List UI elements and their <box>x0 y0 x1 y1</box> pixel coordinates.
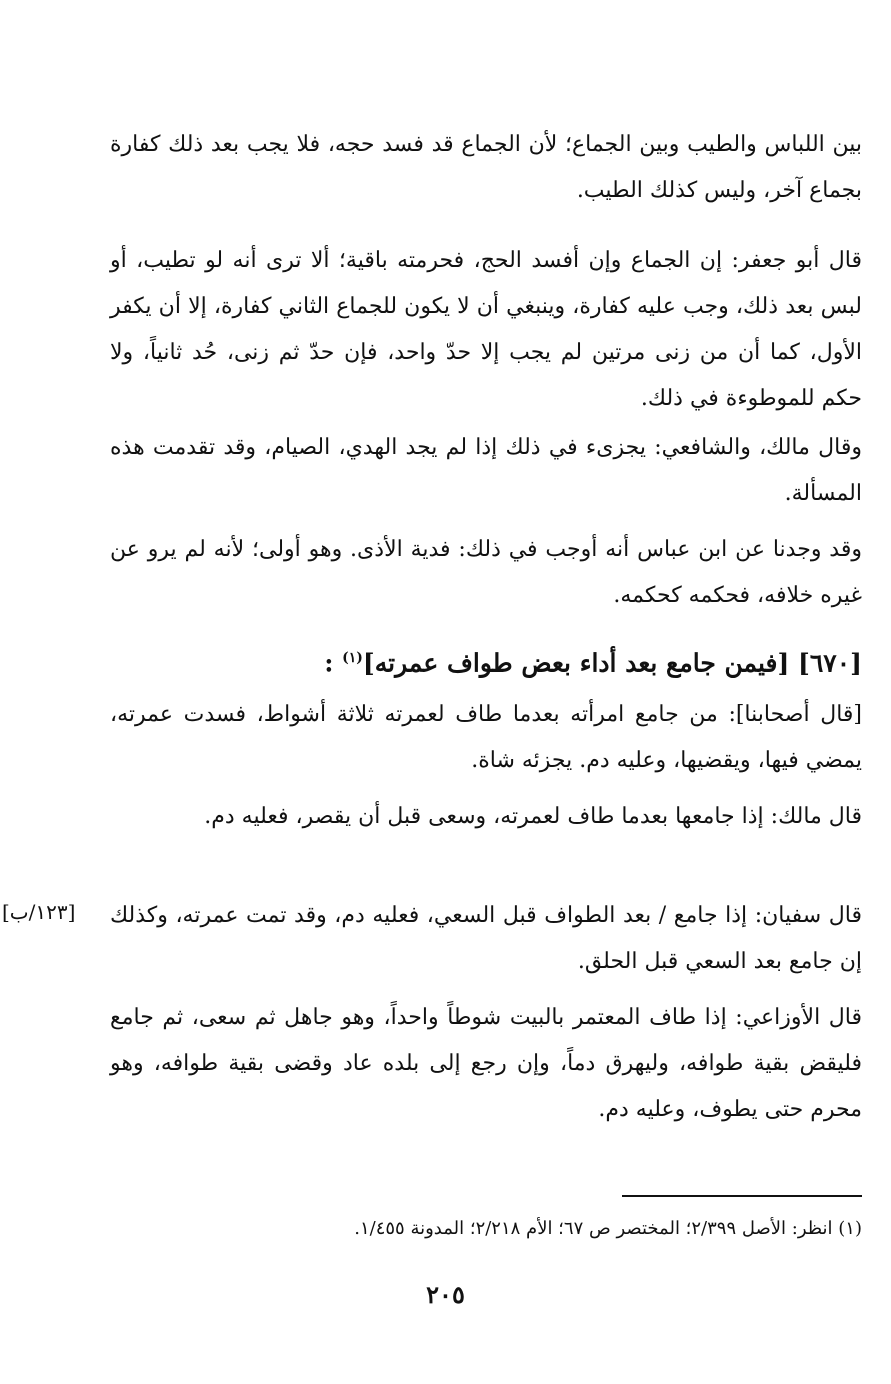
paragraph-text: [قال أصحابنا]: من جامع امرأته بعدما طاف لعمرته ثلاثة أشواط، فسدت عمرته، يمضي فيها، ويقضيها، وعليه دم. يجزئه شاة. <box>110 702 862 773</box>
margin-folio-note: [١٢٣/ب] <box>2 900 76 924</box>
footnote-ref: (١) <box>342 650 363 666</box>
paragraph-text: وقد وجدنا عن ابن عباس أنه أوجب في ذلك: فدية الأذى. وهو أولى؛ لأنه لم يرو عن غيره خلافه، فحكمه كحكمه. <box>110 537 862 608</box>
footnote: (١) انظر: الأصل ٢/٣٩٩؛ المختصر ص ٦٧؛ الأم ٢/٢١٨؛ المدونة ١/٤٥٥. <box>354 1218 862 1239</box>
heading-suffix: : <box>324 648 334 678</box>
paragraph-text: قال الأوزاعي: إذا طاف المعتمر بالبيت شوطاً واحداً، وهو جاهل ثم سعى، ثم جامع فليقض بقية طوافه، وليهرق دماً، وإن رجع إلى بلده عاد وقضى بقية طوافه، وهو محرم حتى يطوف، وعليه دم. <box>110 1005 862 1122</box>
paragraph-text: قال أبو جعفر: إن الجماع وإن أفسد الحج، فحرمته باقية؛ ألا ترى أنه لو تطيب، أو لبس بعد ذلك، وجب عليه كفارة، وينبغي أن لا يكون للجماع الثاني كفارة، إلا أن يكفر الأول، كما أن من زنى مرتين لم يجب إلا حدّ واحد، فإن حدّ ثم زنى، حُد ثانياً، ولا حكم للموطوءة في ذلك. <box>110 248 862 411</box>
paragraph-text: وقال مالك، والشافعي: يجزىء في ذلك إذا لم يجد الهدي، الصيام، وقد تقدمت هذه المسألة. <box>110 435 862 506</box>
paragraph-4 <box>110 527 862 619</box>
section-heading <box>200 638 862 683</box>
paragraph-text: قال سفيان: إذا جامع / بعد الطواف قبل السعي، فعليه دم، وقد تمت عمرته، وكذلك إن جامع بعد السعي قبل الحلق. <box>110 903 862 974</box>
paragraph-5 <box>110 692 862 784</box>
footnote-divider <box>622 1195 862 1197</box>
paragraph-8 <box>110 995 862 1133</box>
paragraph-2 <box>110 238 862 422</box>
heading-text: [٦٧٠] [فيمن جامع بعد أداء بعض طواف عمرته] <box>362 648 862 678</box>
paragraph-text: قال مالك: إذا جامعها بعدما طاف لعمرته، وسعى قبل أن يقصر، فعليه دم. <box>204 804 862 829</box>
paragraph-3 <box>110 425 862 517</box>
paragraph-1 <box>110 122 862 214</box>
paragraph-7 <box>110 893 862 985</box>
paragraph-6 <box>110 794 862 840</box>
paragraph-text: بين اللباس والطيب وبين الجماع؛ لأن الجماع قد فسد حجه، فلا يجب بعد ذلك كفارة بجماع آخر، وليس كذلك الطيب. <box>110 132 862 203</box>
page-number: ٢٠٥ <box>426 1280 465 1309</box>
